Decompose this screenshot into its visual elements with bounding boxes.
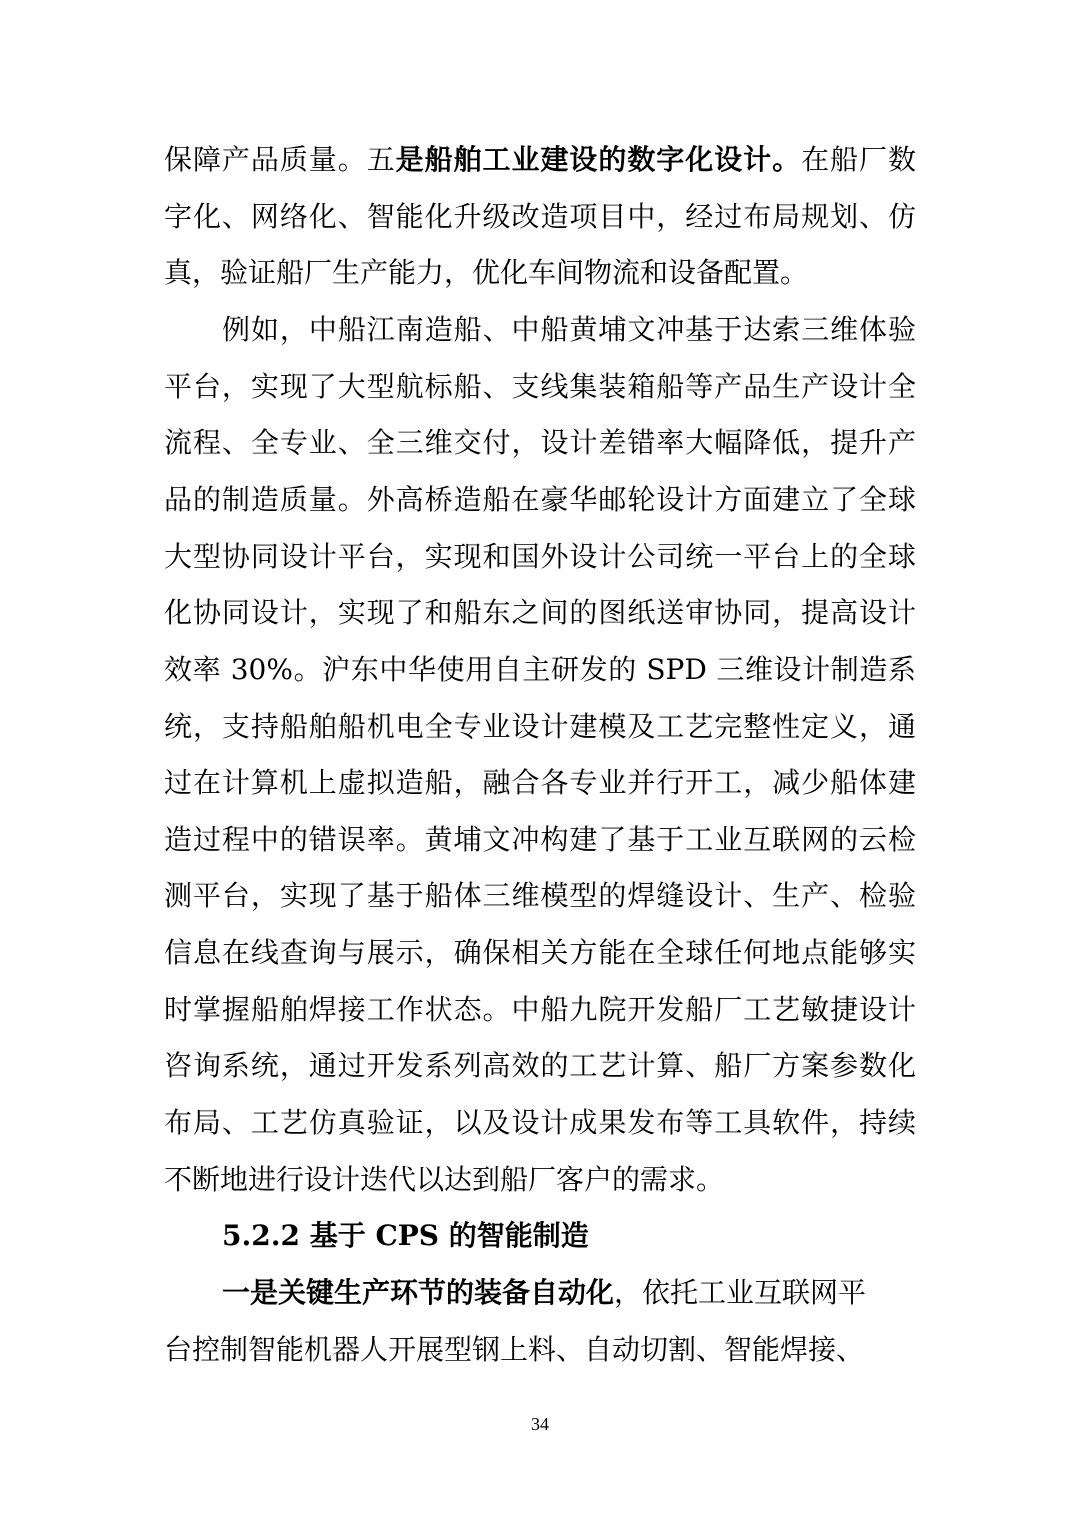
- paragraph-1-line-1-bold-text: 是船舶工业建设的数字化设计。: [395, 143, 802, 176]
- paragraph-2-line-3: 流程、全专业、全三维交付，设计差错率大幅降低，提升产: [164, 426, 916, 459]
- paragraph-1-line-3: 真，验证船厂生产能力，优化车间物流和设备配置。: [164, 256, 809, 289]
- paragraph-2-line-14: 咨询系统，通过开发系列高效的工艺计算、船厂方案参数化: [164, 1049, 916, 1082]
- paragraph-2-line-5: 大型协同设计平台，实现和国外设计公司统一平台上的全球: [164, 540, 916, 573]
- paragraph-2-line-7: 效率 30%。沪东中华使用自主研发的 SPD 三维设计制造系: [164, 653, 916, 686]
- paragraph-2-line-15: 布局、工艺仿真验证，以及设计成果发布等工具软件，持续: [164, 1106, 916, 1139]
- paragraph-3-line-2: 台控制智能机器人开展型钢上料、自动切割、智能焊接、: [164, 1333, 865, 1366]
- paragraph-2-line-8: 统，支持船舶船机电全专业设计建模及工艺完整性定义，通: [164, 710, 916, 743]
- section-heading: 5.2.2 基于 CPS 的智能制造: [222, 1219, 589, 1252]
- paragraph-1-line-1: [164, 142, 916, 178]
- page-number: 34: [531, 1414, 549, 1434]
- paragraph-2-line-4: 品的制造质量。外高桥造船在豪华邮轮设计方面建立了全球: [164, 483, 916, 516]
- paragraph-2-line-13: 时掌握船舶焊接工作状态。中船九院开发船厂工艺敏捷设计: [164, 993, 916, 1026]
- paragraph-1-line-1-text-b: 在船厂数: [801, 143, 916, 176]
- paragraph-2-line-6: 化协同设计，实现了和船东之间的图纸送审协同，提高设计: [164, 596, 916, 629]
- paragraph-2-line-9: 过在计算机上虚拟造船，融合各专业并行开工，减少船体建: [164, 766, 916, 799]
- paragraph-2-line-12: 信息在线查询与展示，确保相关方能在全球任何地点能够实: [164, 936, 916, 969]
- paragraph-2-line-10: 造过程中的错误率。黄埔文冲构建了基于工业互联网的云检: [164, 823, 916, 856]
- paragraph-2-line-1: 例如，中船江南造船、中船黄埔文冲基于达索三维体验: [222, 313, 916, 346]
- paragraph-2-line-2: 平台，实现了大型航标船、支线集装箱船等产品生产设计全: [164, 370, 916, 403]
- paragraph-3-line-1-bold-text: 一是关键生产环节的装备自动化: [222, 1276, 615, 1309]
- paragraph-3-line-1-text: ，依托工业互联网平: [614, 1276, 867, 1309]
- paragraph-2-line-11: 测平台，实现了基于船体三维模型的焊缝设计、生产、检验: [164, 879, 916, 912]
- paragraph-1-line-1-text-a: 保障产品质量。五: [164, 143, 396, 176]
- paragraph-1-line-2: 字化、网络化、智能化升级改造项目中，经过布局规划、仿: [164, 200, 916, 233]
- paragraph-2-line-16: 不断地进行设计迭代以达到船厂客户的需求。: [164, 1163, 725, 1196]
- paragraph-3-line-1: [222, 1275, 916, 1311]
